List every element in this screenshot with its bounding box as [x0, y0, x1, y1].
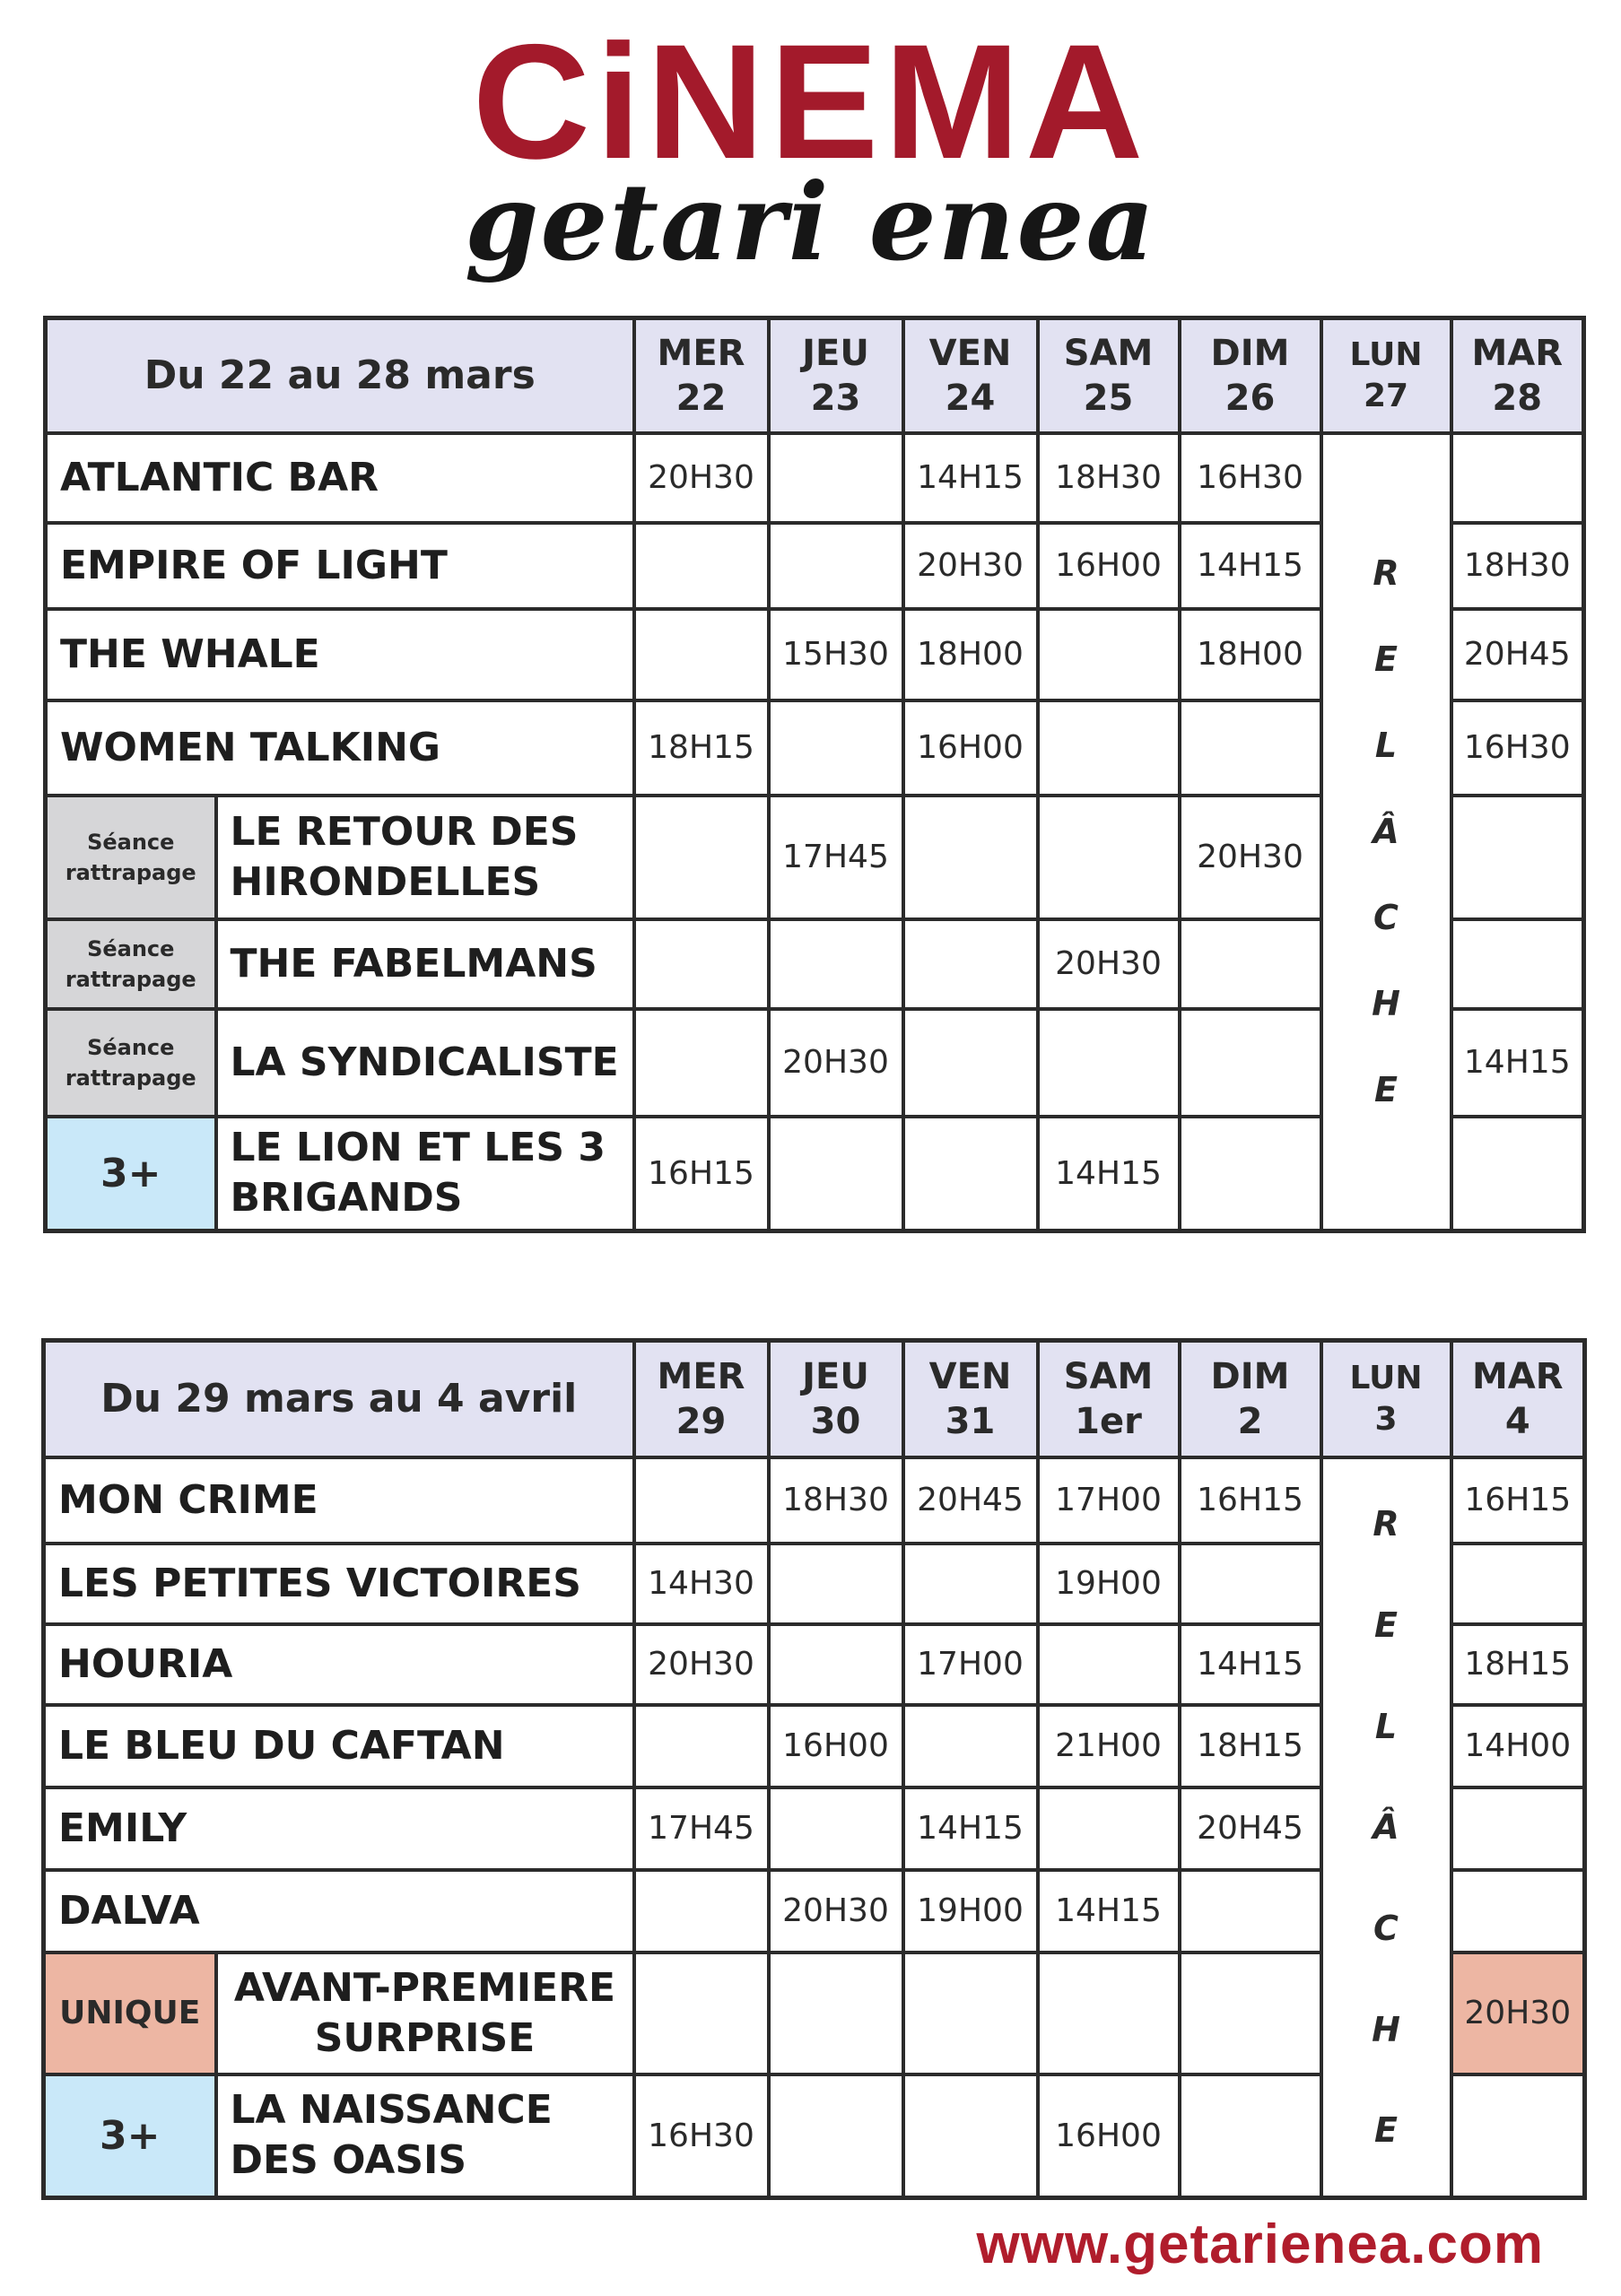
film-row: [44, 1457, 1585, 1544]
showtime: 17H00: [903, 1624, 1038, 1705]
showtime: [634, 609, 769, 700]
showtime: [634, 796, 769, 919]
showtime: 20H45: [1451, 609, 1584, 700]
showtime: 18H00: [903, 609, 1038, 700]
showtime: 20H30: [1180, 796, 1321, 919]
schedule-table-week1: [43, 316, 1586, 1233]
showtime: [634, 1952, 769, 2074]
showtime: [1038, 1009, 1180, 1117]
showtime: 16H30: [1451, 700, 1584, 796]
showtime: [769, 1952, 903, 2074]
showtime: 16H00: [1038, 2074, 1180, 2198]
showtime: [634, 1009, 769, 1117]
day-header: VEN 24: [903, 318, 1038, 433]
cinema-logo-subtitle: getari enea: [464, 160, 1157, 284]
film-title: LA SYNDICALISTE: [216, 1009, 634, 1117]
seance-rattrapage-tag: Séance rattrapage: [46, 919, 216, 1009]
showtime: [1451, 1117, 1584, 1231]
film-title: LE BLEU DU CAFTAN: [44, 1705, 634, 1787]
day-header: SAM 25: [1038, 318, 1180, 433]
day-header: DIM 26: [1180, 318, 1321, 433]
showtime: [903, 1544, 1038, 1624]
showtime: [769, 1117, 903, 1231]
showtime: [903, 796, 1038, 919]
showtime: [1180, 1870, 1321, 1952]
day-header: DIM 2: [1180, 1341, 1321, 1457]
showtime: [1180, 1009, 1321, 1117]
relache-column: R E L Â C H E: [1321, 1457, 1451, 2198]
showtime: [1038, 609, 1180, 700]
film-title: LE LION ET LES 3 BRIGANDS: [216, 1117, 634, 1231]
film-title: AVANT-PREMIERE SURPRISE: [216, 1952, 634, 2074]
showtime: [1451, 1870, 1585, 1952]
showtime: [1038, 1787, 1180, 1870]
showtime: [769, 2074, 903, 2198]
showtime: 17H45: [634, 1787, 769, 1870]
film-title: ATLANTIC BAR: [46, 433, 634, 523]
film-title: THE WHALE: [46, 609, 634, 700]
showtime: [903, 1952, 1038, 2074]
showtime: [1451, 796, 1584, 919]
showtime: [1180, 700, 1321, 796]
showtime: 20H30: [903, 523, 1038, 609]
day-header: MER 29: [634, 1341, 769, 1457]
showtime: [1180, 1117, 1321, 1231]
showtime: 15H30: [769, 609, 903, 700]
showtime: [634, 919, 769, 1009]
showtime: [1451, 433, 1584, 523]
showtime: 20H30: [634, 1624, 769, 1705]
showtime: 14H15: [1451, 1009, 1584, 1117]
day-header: VEN 31: [903, 1341, 1038, 1457]
showtime: [1038, 796, 1180, 919]
showtime: 20H30: [769, 1870, 903, 1952]
age-badge: 3+: [46, 1117, 216, 1231]
showtime: 16H30: [634, 2074, 769, 2198]
showtime: [1180, 1952, 1321, 2074]
showtime: 17H45: [769, 796, 903, 919]
relache-column: R E L Â C H E: [1321, 433, 1451, 1231]
showtime: 16H15: [634, 1117, 769, 1231]
showtime: [1180, 919, 1321, 1009]
showtime: 18H30: [769, 1457, 903, 1544]
day-header: MAR 28: [1451, 318, 1584, 433]
day-header: MER 22: [634, 318, 769, 433]
showtime: [903, 1117, 1038, 1231]
day-header: JEU 30: [769, 1341, 903, 1457]
showtime: 14H00: [1451, 1705, 1585, 1787]
schedule-table-week2: [41, 1338, 1587, 2200]
showtime: [1038, 700, 1180, 796]
day-header: SAM 1er: [1038, 1341, 1180, 1457]
film-row: [46, 433, 1584, 523]
day-header: JEU 23: [769, 318, 903, 433]
showtime: 19H00: [903, 1870, 1038, 1952]
showtime: 16H15: [1451, 1457, 1585, 1544]
showtime: 16H15: [1180, 1457, 1321, 1544]
showtime: 20H30: [1451, 1952, 1585, 2074]
showtime: 18H00: [1180, 609, 1321, 700]
showtime: [1180, 2074, 1321, 2198]
cinema-logo-title: CiNEMA: [472, 10, 1149, 193]
showtime: 16H00: [769, 1705, 903, 1787]
film-title: MON CRIME: [44, 1457, 634, 1544]
showtime: 21H00: [1038, 1705, 1180, 1787]
showtime: 14H15: [1038, 1117, 1180, 1231]
showtime: [903, 919, 1038, 1009]
showtime: 14H15: [903, 1787, 1038, 1870]
showtime: 14H15: [1180, 523, 1321, 609]
showtime: 18H15: [1180, 1705, 1321, 1787]
showtime: 20H45: [1180, 1787, 1321, 1870]
showtime: [1038, 1952, 1180, 2074]
showtime: 19H00: [1038, 1544, 1180, 1624]
showtime: 18H30: [1038, 433, 1180, 523]
film-title: THE FABELMANS: [216, 919, 634, 1009]
showtime: [634, 1870, 769, 1952]
showtime: [903, 1009, 1038, 1117]
showtime: [769, 433, 903, 523]
film-title: EMPIRE OF LIGHT: [46, 523, 634, 609]
showtime: 14H15: [903, 433, 1038, 523]
seance-rattrapage-tag: Séance rattrapage: [46, 1009, 216, 1117]
unique-tag: UNIQUE: [44, 1952, 216, 2074]
showtime: 14H30: [634, 1544, 769, 1624]
showtime: 18H15: [634, 700, 769, 796]
film-title: LES PETITES VICTOIRES: [44, 1544, 634, 1624]
showtime: [769, 523, 903, 609]
showtime: [1451, 1787, 1585, 1870]
showtime: [1451, 1544, 1585, 1624]
showtime: [903, 1705, 1038, 1787]
showtime: [634, 1705, 769, 1787]
film-title: LA NAISSANCE DES OASIS: [216, 2074, 634, 2198]
showtime: 20H30: [769, 1009, 903, 1117]
showtime: [1038, 1624, 1180, 1705]
showtime: [634, 1457, 769, 1544]
showtime: 14H15: [1180, 1624, 1321, 1705]
showtime: [769, 1787, 903, 1870]
showtime: 14H15: [1038, 1870, 1180, 1952]
film-title: DALVA: [44, 1870, 634, 1952]
showtime: [769, 1544, 903, 1624]
showtime: 20H30: [1038, 919, 1180, 1009]
showtime: [769, 700, 903, 796]
day-header: MAR 4: [1451, 1341, 1585, 1457]
showtime: 20H30: [634, 433, 769, 523]
showtime: [634, 523, 769, 609]
showtime: 16H00: [903, 700, 1038, 796]
showtime: [903, 2074, 1038, 2198]
showtime: 18H30: [1451, 523, 1584, 609]
film-title: LE RETOUR DES HIRONDELLES: [216, 796, 634, 919]
seance-rattrapage-tag: Séance rattrapage: [46, 796, 216, 919]
showtime: 16H00: [1038, 523, 1180, 609]
showtime: [769, 919, 903, 1009]
showtime: [1451, 2074, 1585, 2198]
age-badge: 3+: [44, 2074, 216, 2198]
showtime: 18H15: [1451, 1624, 1585, 1705]
showtime: 17H00: [1038, 1457, 1180, 1544]
showtime: 20H45: [903, 1457, 1038, 1544]
film-title: EMILY: [44, 1787, 634, 1870]
week-title: Du 29 mars au 4 avril: [44, 1341, 634, 1457]
film-title: HOURIA: [44, 1624, 634, 1705]
day-header: LUN 27: [1321, 318, 1451, 433]
website-url[interactable]: www.getarienea.com: [976, 2213, 1544, 2275]
showtime: [1451, 919, 1584, 1009]
day-header: LUN 3: [1321, 1341, 1451, 1457]
week-title: Du 22 au 28 mars: [46, 318, 634, 433]
showtime: 16H30: [1180, 433, 1321, 523]
showtime: [1180, 1544, 1321, 1624]
film-title: WOMEN TALKING: [46, 700, 634, 796]
showtime: [769, 1624, 903, 1705]
